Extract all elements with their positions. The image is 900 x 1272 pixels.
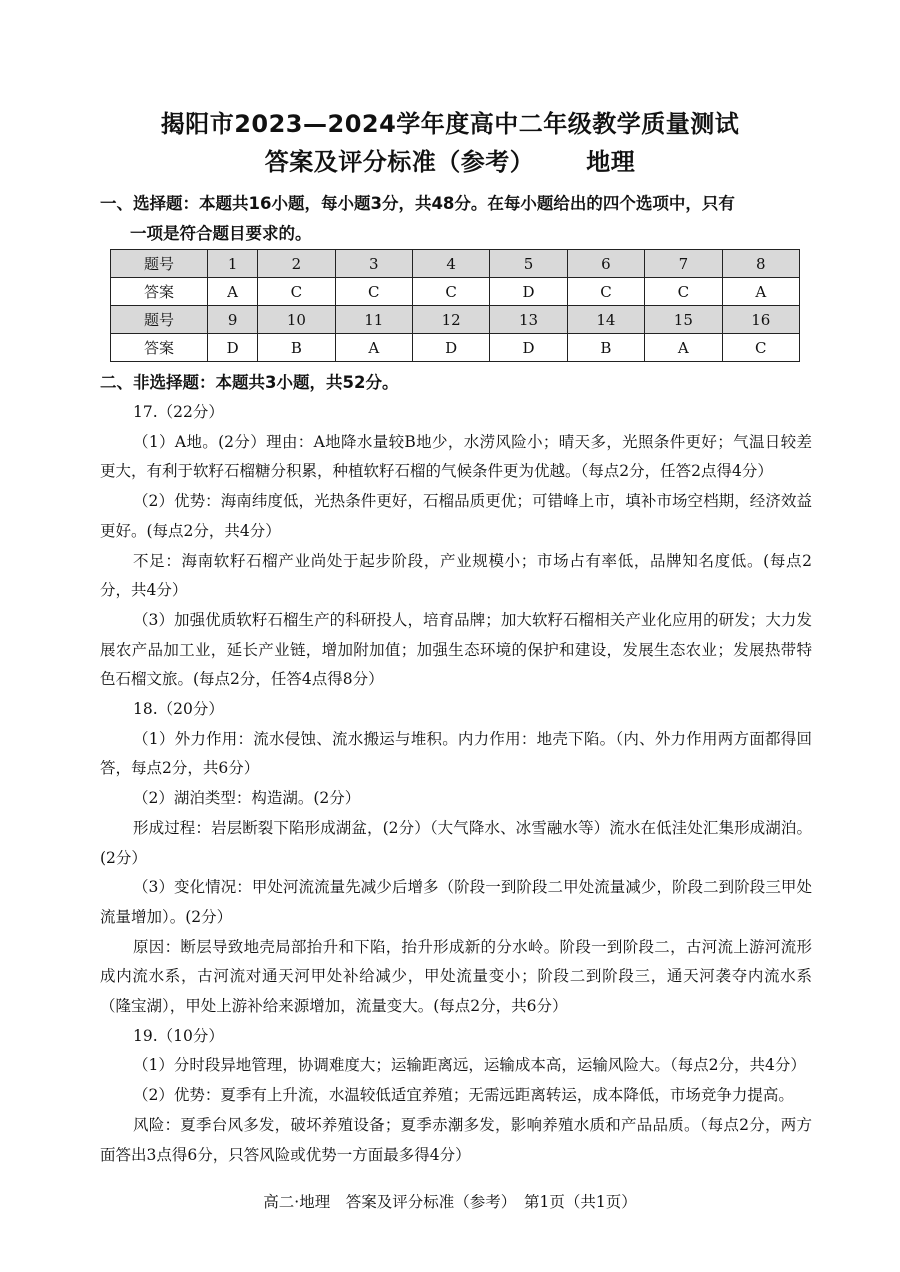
question-number: 4: [412, 250, 489, 278]
q18-part3-reason: 原因：断层导致地壳局部抬升和下陷，抬升形成新的分水岭。阶段一到阶段二，古河流上游河流形成内流水系，古河流对通天河甲处补给减少，甲处流量变小；阶段二到阶段三，通天河袭夺内流水系（隆宝湖），甲处上游补给来源增加，流量变大。(每点2分，共6分）: [100, 937, 812, 1016]
question-number: 12: [412, 306, 489, 334]
question-19-header: 19.（10分）: [133, 1026, 224, 1045]
subtitle-text: 答案及评分标准（参考）: [264, 148, 535, 176]
q19-part2-risk: 风险：夏季台风多发，破坏养殖设备；夏季赤潮多发，影响养殖水质和产品品质。（每点2分，两方面答出3点得6分，只答风险或优势一方面最多得4分）: [100, 1115, 812, 1164]
table-row-answers-2: [111, 334, 800, 362]
q18-part2-process: 形成过程：岩层断裂下陷形成湖盆，(2分）（大气降水、冰雪融水等）流水在低洼处汇集形成湖泊。(2分）: [100, 818, 812, 867]
question-number: 8: [722, 250, 799, 278]
question-number: 2: [258, 250, 335, 278]
question-number: 6: [567, 250, 644, 278]
answer-cell: D: [208, 334, 258, 362]
label-answer: 答案: [111, 278, 208, 306]
answer-cell: C: [412, 278, 489, 306]
q18-part1: （1）外力作用：流水侵蚀、流水搬运与堆积。内力作用：地壳下陷。（内、外力作用两方面都得回答，每点2分，共6分）: [100, 729, 812, 778]
table-row-question-numbers-1: [111, 250, 800, 278]
question-number: 14: [567, 306, 644, 334]
table-row-answers-1: [111, 278, 800, 306]
page-footer: 高二·地理 答案及评分标准（参考） 第1页（共1页）: [263, 1193, 637, 1211]
answer-cell: A: [335, 334, 412, 362]
q18-part3: （3）变化情况：甲处河流流量先减少后增多（阶段一到阶段二甲处流量减少，阶段二到阶段三甲处流量增加）。(2分）: [100, 878, 812, 926]
question-number: 10: [258, 306, 335, 334]
section-multiple-choice-heading: [100, 189, 812, 249]
answer-cell: C: [567, 278, 644, 306]
document-subtitle: [0, 142, 900, 177]
answer-cell: A: [722, 278, 799, 306]
answer-cell: D: [490, 334, 567, 362]
label-question-number: 题号: [111, 250, 208, 278]
answer-cell: C: [335, 278, 412, 306]
question-number: 1: [208, 250, 258, 278]
question-number: 15: [645, 306, 722, 334]
q17-part1: （1）A地。(2分）理由：A地降水量较B地少，水涝风险小；晴天多，光照条件更好；气温日较差更大，有利于软籽石榴糖分积累，种植软籽石榴的气候条件更为优越。（每点2分，任答2点得4分）: [100, 432, 812, 481]
answer-cell: C: [645, 278, 722, 306]
answer-cell: C: [722, 334, 799, 362]
question-number: 5: [490, 250, 567, 278]
question-number: 9: [208, 306, 258, 334]
q18-part2: （2）湖泊类型：构造湖。(2分）: [133, 789, 361, 808]
answer-cell: D: [412, 334, 489, 362]
section1-line1: 一、选择题：本题共16小题，每小题3分，共48分。在每小题给出的四个选项中，只有: [100, 194, 735, 213]
q17-part2-weakness: 不足：海南软籽石榴产业尚处于起步阶段，产业规模小；市场占有率低，品牌知名度低。(每点2分，共4分）: [100, 551, 812, 600]
answer-body: [100, 398, 812, 1170]
q19-part2: （2）优势：夏季有上升流，水温较低适宜养殖；无需远距离转运，成本降低，市场竞争力提高。: [133, 1086, 794, 1105]
answer-cell: B: [567, 334, 644, 362]
question-number: 3: [335, 250, 412, 278]
answer-cell: C: [258, 278, 335, 306]
question-number: 7: [645, 250, 722, 278]
answer-cell: D: [490, 278, 567, 306]
question-number: 11: [335, 306, 412, 334]
q17-part2: （2）优势：海南纬度低，光热条件更好，石榴品质更优；可错峰上市，填补市场空档期，经济效益更好。(每点2分，共4分）: [100, 492, 812, 540]
answer-cell: A: [645, 334, 722, 362]
table-row-question-numbers-2: [111, 306, 800, 334]
subject-label: 地理: [586, 148, 636, 176]
question-18-header: 18.（20分）: [133, 700, 224, 719]
document-title: 揭阳市2023—2024学年度高中二年级教学质量测试: [160, 110, 740, 138]
section-free-response-heading: 二、非选择题：本题共3小题，共52分。: [100, 373, 399, 392]
answer-cell: A: [208, 278, 258, 306]
label-question-number: 题号: [111, 306, 208, 334]
answer-cell: B: [258, 334, 335, 362]
label-answer: 答案: [111, 334, 208, 362]
q17-part3: （3）加强优质软籽石榴生产的科研投人，培育品牌；加大软籽石榴相关产业化应用的研发；大力发展农产品加工业，延长产业链，增加附加值；加强生态环境的保护和建设，发展生态农业；发展热带特色石榴文旅。(每点2分，任答4点得8分）: [100, 610, 812, 689]
section1-line2: 一项是符合题目要求的。: [130, 224, 312, 243]
question-17-header: 17.（22分）: [133, 403, 224, 421]
q19-part1: （1）分时段异地管理，协调难度大；运输距离远，运输成本高，运输风险大。（每点2分，共4分）: [133, 1056, 806, 1075]
question-number: 16: [722, 306, 799, 334]
answer-table: [110, 249, 800, 362]
question-number: 13: [490, 306, 567, 334]
